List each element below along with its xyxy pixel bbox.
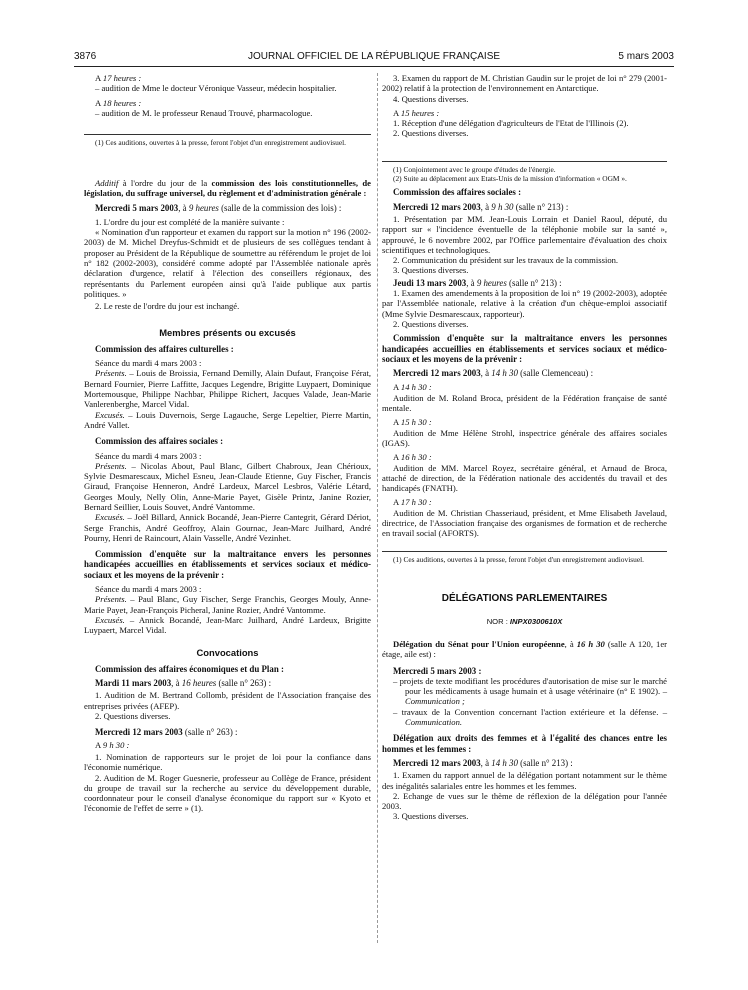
delegation-title: Délégation aux droits des femmes et à l'égalité des chances entre les hommes et les femmes : (382, 733, 667, 754)
session-date: Mercredi 12 mars 2003, à 14 h 30 (salle Clemenceau) : (393, 368, 594, 379)
agenda-paragraph: 1. L'ordre du jour est complété de la manière suivante : (95, 216, 285, 227)
agenda-paragraph: 2. Questions diverses. (393, 128, 469, 139)
agenda-item: – projets de texte modifiant les procédures d'autorisation de mise sur le marché pour les médicaments à usage humain et à usage vétérinaire (n° E 1902). – Communication ; (393, 675, 667, 707)
section-heading: DÉLÉGATIONS PARLEMENTAIRES (441, 593, 608, 605)
hour-heading: A 15 heures : (393, 107, 440, 118)
hearing-item: Audition de M. Roland Broca, président de la Fédération française de santé mentale. (382, 392, 667, 414)
issue-date: 5 mars 2003 (618, 51, 674, 62)
commission-title: Commission des affaires culturelles : (95, 343, 234, 354)
session-date: Mardi 11 mars 2003, à 16 heures (salle n° 263) : (95, 678, 272, 689)
agenda-paragraph: 2. Echange de vues sur le thème de réflexion de la délégation pour l'année 2003. (382, 790, 667, 812)
agenda-paragraph: 4. Questions diverses. (393, 93, 469, 104)
nor-reference: NOR : INPX0300610X (486, 616, 563, 626)
agenda-paragraph: 1. Examen des amendements à la proposition de loi n° 19 (2002-2003), adoptée par l'Assemblée nationale, relative à la création d'un chèque-emploi associatif (Mme Sylvie Desmarescaux, rapporteur). (382, 288, 667, 319)
delegation-title: Délégation du Sénat pour l'Union européenne, à 16 h 30 (salle A 120, 1er étage, aile est) : (382, 638, 668, 660)
agenda-paragraph: 3. Questions diverses. (393, 811, 469, 822)
attendance-excused: Excusés. – Louis Duvernois, Serge Lagauche, Serge Lepeltier, Pierre Martin, André Vallet. (84, 409, 371, 430)
commission-title: Commission d'enquête sur la maltraitance envers les personnes handicapées accueillies en établissements et services sociaux et médico-sociaux et les moyens de la prévenir : (84, 549, 371, 580)
page-number: 3876 (74, 51, 97, 62)
hour-heading: A 18 heures : (95, 97, 142, 108)
session-date: Mercredi 5 mars 2003, à 9 heures (salle de la commission des lois) : (95, 202, 342, 213)
session-date: Jeudi 13 mars 2003, à 9 heures (salle n° 213) : (393, 277, 562, 288)
agenda-paragraph: 1. Nomination de rapporteurs sur le projet de loi pour la confiance dans l'économie numérique. (84, 751, 371, 773)
attendance-excused: Excusés. – Joël Billard, Annick Bocandé, Jean-Pierre Cantegrit, Gérard Dériot, Serge Franchis, André Geoffroy, Alain Gournac, Jean-Marc Juilhard, André Pourny, Henri de Raincourt, Alain Vasselle, André Vezinhet. (84, 512, 371, 543)
attendance-present: Présents. – Nicolas About, Paul Blanc, Gilbert Chabroux, Jean Chérioux, Sylvie Desmarescaux, Michel Esneu, Jean-Claude Etienne, Guy Fischer, Francis Giraud, Françoise Henneron, André Lardeux, Marcel Lesbros, Valérie Létard, Georges Mouly, Nelly Olin, Anne-Marie Payet, Gisèle Printz, Janine Rozier, Bernard Seillier, Louis Souvet, André Vantomme. (84, 460, 371, 512)
right-column (382, 73, 667, 822)
agenda-paragraph: 3. Examen du rapport de M. Christian Gaudin sur le projet de loi n° 279 (2001-2002) relatif à la protection de l'environnement en Antarctique. (382, 73, 667, 94)
agenda-paragraph: 2. Audition de M. Roger Guesnerie, professeur au Collège de France, président du groupe de travail sur la recherche au service du développement durable, coordonnateur pour le conseil d'analyse économique du rapport sur « Kyoto et l'économie de l'effet de serre » (1). (84, 772, 371, 814)
attendance-excused: Excusés. – Annick Bocandé, Jean-Marc Juilhard, André Lardeux, Brigitte Luypaert, Marcel Vidal. (84, 614, 371, 636)
section-heading: Membres présents ou excusés (159, 326, 296, 338)
agenda-item: – audition de M. le professeur Renaud Trouvé, pharmacologue. (95, 107, 313, 118)
agenda-paragraph: 2. Communication du président sur les travaux de la commission. (393, 255, 619, 266)
footnote: (1) Ces auditions, ouvertes à la presse, feront l'objet d'un enregistrement audiovisuel. (95, 138, 347, 148)
agenda-paragraph: 1. Audition de M. Bertrand Collomb, président de l'Association française des entreprises privées (AFEP). (84, 690, 371, 711)
section-heading: Convocations (196, 646, 259, 658)
session-date: Mercredi 12 mars 2003, à 9 h 30 (salle n° 213) : (393, 201, 569, 212)
page-header (74, 49, 674, 65)
commission-title: Commission d'enquête sur la maltraitance envers les personnes handicapées accueillies en établissements et services sociaux et médico-sociaux et les moyens de la prévenir : (382, 333, 667, 364)
session-date: Mercredi 12 mars 2003 (salle n° 263) : (95, 727, 238, 738)
agenda-item: – travaux de la Convention concernant l'action extérieure et la défense. – Communication. (393, 706, 667, 728)
agenda-paragraph: 2. Le reste de l'ordre du jour est inchangé. (95, 301, 240, 312)
left-column (84, 73, 371, 814)
agenda-item: – audition de Mme le docteur Véronique Vasseur, médecin hospitalier. (95, 83, 337, 94)
agenda-paragraph: 1. Examen du rapport annuel de la délégation portant notamment sur le thème des inégalités salariales entre les hommes et les femmes. (382, 770, 667, 791)
footnote: (1) Conjointement avec le groupe d'études de l'énergie. (393, 164, 556, 174)
hearing-item: Audition de MM. Marcel Royez, secrétaire général, et Arnaud de Broca, attaché de direction, de la Fédération nationale des accidentés du travail et des handicapés (FNATH). (382, 462, 667, 494)
agenda-paragraph: 2. Questions diverses. (393, 318, 469, 329)
footnote-rule (382, 551, 667, 552)
journal-title: JOURNAL OFFICIEL DE LA RÉPUBLIQUE FRANÇAISE (247, 51, 501, 62)
session-date: Mercredi 5 mars 2003 : (393, 665, 482, 676)
attendance-present: Présents. – Paul Blanc, Guy Fischer, Serge Franchis, Georges Mouly, Anne-Marie Payet, Jean-François Picheral, Janine Rozier, André Vantomme. (84, 594, 371, 615)
agenda-paragraph: 1. Réception d'une délégation d'agriculteurs de l'Etat de l'Illinois (2). (393, 118, 629, 129)
seance-date: Séance du mardi 4 mars 2003 : (95, 584, 202, 595)
footnote: (1) Ces auditions, ouvertes à la presse, feront l'objet d'un enregistrement audiovisuel. (393, 554, 645, 564)
commission-title: Commission des affaires sociales : (95, 436, 224, 447)
agenda-paragraph: « Nomination d'un rapporteur et examen du rapport sur la motion n° 196 (2002-2003) de M. Michel Dreyfus-Schmidt et de plusieurs de ses collègues tendant à proposer au Président de la République de soumettre au référendum le projet de loi n° 182 (2002-2003), considéré comme adopté par l'Assemblée nationale après déclaration d'urgence, relatif à l'élection des conseillers régionaux, des représentants du Parlement européen ainsi qu'à l'aide publique aux partis politiques. » (84, 227, 371, 299)
footnote-rule (382, 161, 667, 162)
additif-intro: Additif à l'ordre du jour de la commission des lois constitutionnelles, de législation, du suffrage universel, du règlement et d'administration générale : (84, 177, 371, 199)
attendance-present: Présents. – Louis de Broissia, Fernand Demilly, Alain Dufaut, Françoise Férat, Bernard Fournier, Pierre Laffitte, Jacques Legendre, Brigitte Luypaert, Dominique Mortemousque, Philippe Nachbar, Philippe Richert, Jacques Valade, Jean-Marie Vanlerenberghe, Marcel Vidal. (84, 368, 371, 410)
agenda-paragraph: 1. Présentation par MM. Jean-Louis Lorrain et Daniel Raoul, député, du rapport sur « l'incidence éventuelle de la téléphonie mobile sur la santé », approuvé, le 6 novembre 2002, par l'Office parlementaire d'évaluation des choix scientifiques et technologiques. (382, 213, 667, 255)
hour-heading: A 17 h 30 : (393, 497, 432, 508)
commission-title: Commission des affaires économiques et du Plan : (95, 663, 284, 674)
seance-date: Séance du mardi 4 mars 2003 : (95, 358, 202, 369)
agenda-paragraph: 2. Questions diverses. (95, 711, 171, 722)
column-separator (377, 73, 378, 943)
hour-heading: A 16 h 30 : (393, 452, 432, 463)
commission-title: Commission des affaires sociales : (393, 187, 522, 198)
hearing-item: Audition de M. Christian Chasseriaud, président, et Mme Elisabeth Javelaud, directrice, de l'Association française des organismes de formation et de recherche en travail social (AFORTS). (382, 507, 667, 539)
hearing-item: Audition de Mme Hélène Strohl, inspectrice générale des affaires sociales (IGAS). (382, 427, 667, 448)
agenda-paragraph: 3. Questions diverses. (393, 265, 469, 276)
footnote: (2) Suite au déplacement aux Etats-Unis de la mission d'information « OGM ». (393, 173, 627, 183)
hour-heading: A 9 h 30 : (95, 739, 130, 750)
hour-heading: A 15 h 30 : (393, 417, 432, 428)
hour-heading: A 14 h 30 : (393, 382, 432, 393)
hour-heading: A 17 heures : (95, 73, 142, 83)
footnote-rule (84, 134, 371, 135)
seance-date: Séance du mardi 4 mars 2003 : (95, 450, 202, 461)
session-date: Mercredi 12 mars 2003, à 14 h 30 (salle n° 213) : (393, 757, 573, 768)
header-rule (74, 66, 674, 67)
